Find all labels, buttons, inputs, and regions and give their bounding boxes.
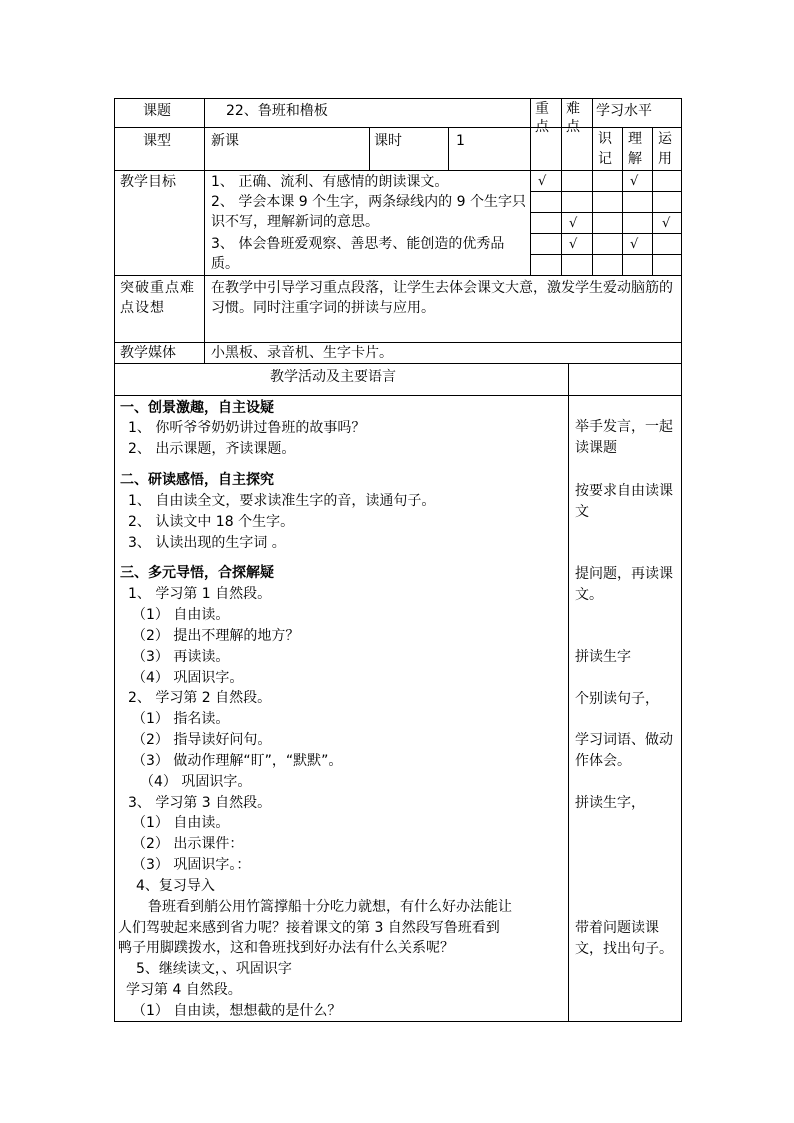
grid-line <box>592 98 593 275</box>
grid-line <box>622 127 623 275</box>
level-col-understand: 理解 <box>628 131 642 167</box>
paragraph-line: 鸭子用脚蹼拨水，这和鲁班找到好办法有什么关系呢？ <box>118 940 454 956</box>
section-heading: 二、研读感悟，自主探究 <box>120 472 274 488</box>
grid-line <box>204 98 205 363</box>
grid-line <box>448 127 449 170</box>
activities-header: 教学活动及主要语言 <box>270 369 396 385</box>
level-col-apply: 运用 <box>658 131 672 167</box>
activity-line: （1） 自由读，想想截的是什么？ <box>132 1003 342 1019</box>
type-label: 课型 <box>143 133 171 149</box>
goal-item-3: 3、 体会鲁班爱观察、善思考、能创造的优秀品质。 <box>211 236 505 272</box>
difficulty-header: 难点 <box>566 101 580 135</box>
grid-line <box>530 254 682 255</box>
type-value: 新课 <box>211 133 239 149</box>
activity-line: （2） 出示课件： <box>132 836 244 852</box>
section-heading: 一、创景激趣，自主设疑 <box>120 400 274 416</box>
activity-line: （2） 指导读好问句。 <box>132 732 272 748</box>
goals-label: 教学目标 <box>120 174 176 190</box>
activity-line: （1） 自由读。 <box>132 607 230 623</box>
grid-line <box>114 170 682 171</box>
activity-line: （4） 巩固识字。 <box>132 670 244 686</box>
activity-line: （4） 巩固识字。 <box>140 774 252 790</box>
activity-line: 4、复习导入 <box>136 878 215 894</box>
check-mark: √ <box>569 237 578 252</box>
level-col-memorize: 识记 <box>598 131 612 167</box>
goal-item-1: 1、 正确、流利、有感情的朗读课文。 <box>211 174 449 190</box>
grid-line <box>530 191 682 192</box>
activity-line: （2） 提出不理解的地方？ <box>132 628 300 644</box>
activity-line: 学习第 4 自然段。 <box>126 982 242 998</box>
activity-line: （1） 指名读。 <box>132 711 230 727</box>
activity-line: 2、 学习第 2 自然段。 <box>128 690 272 706</box>
check-mark: √ <box>630 174 639 189</box>
activity-line: （1） 自由读。 <box>132 815 230 831</box>
paragraph-line: 人们驾驶起来感到省力呢？接着课文的第 3 自然段写鲁班看到 <box>118 920 500 936</box>
activity-line: 2、 出示课题，齐读课题。 <box>128 441 296 457</box>
breakthrough-text: 在教学中引导学习重点段落，让学生去体会课文大意，激发学生爱动脑筋的习惯。同时注重字词的拼读与应用。 <box>211 280 673 316</box>
student-activity-note: 按要求自由读课文 <box>575 483 673 520</box>
student-activity-note: 拼读生字 <box>575 649 631 665</box>
grid-line <box>114 395 682 396</box>
paragraph-line: 鲁班看到艄公用竹篙撑船十分吃力就想，有什么好办法能让 <box>148 899 512 915</box>
grid-line <box>652 127 653 275</box>
check-mark: √ <box>538 174 547 189</box>
grid-line <box>530 98 531 275</box>
topic-value: 22、鲁班和橹板 <box>226 103 328 119</box>
grid-line <box>114 98 682 99</box>
activity-line: 5、继续读文，、巩固识字 <box>136 961 292 977</box>
key-point-header: 重点 <box>535 101 549 135</box>
grid-line <box>114 342 682 343</box>
student-activity-note: 拼读生字， <box>575 795 645 811</box>
check-mark: √ <box>630 237 639 252</box>
grid-line <box>114 275 682 276</box>
student-activity-note: 举手发言，一起读课题 <box>575 419 673 456</box>
grid-line <box>568 363 569 1022</box>
grid-line <box>114 127 592 128</box>
topic-label: 课题 <box>143 103 171 119</box>
grid-line <box>114 98 115 1022</box>
grid-line <box>369 127 370 170</box>
grid-line <box>114 363 682 364</box>
grid-line <box>530 233 682 234</box>
media-text: 小黑板、录音机、生字卡片。 <box>211 345 393 361</box>
check-mark: √ <box>569 216 578 231</box>
activity-line: 1、 学习第 1 自然段。 <box>128 586 272 602</box>
activity-line: （3） 再读读。 <box>132 649 230 665</box>
grid-line <box>592 127 682 128</box>
goal-item-2: 2、 学会本课 9 个生字，两条绿线内的 9 个生字只识不写，理解新词的意思。 <box>211 194 526 230</box>
breakthrough-label: 突破重点难点设想 <box>120 280 195 316</box>
grid-line <box>114 1021 682 1022</box>
activity-line: （3） 做动作理解“盯”，“默默”。 <box>132 753 343 769</box>
student-activity-note: 提问题，再读课文。 <box>575 566 673 603</box>
student-activity-note: 学习词语、做动作体会。 <box>575 732 673 769</box>
activity-line: 2、 认读文中 18 个生字。 <box>128 514 295 530</box>
activity-line: （3） 巩固识字。： <box>132 857 251 873</box>
hours-value: 1 <box>456 133 465 149</box>
student-activity-note: 个别读句子， <box>575 691 659 707</box>
activity-line: 3、 学习第 3 自然段。 <box>128 795 272 811</box>
grid-line <box>561 98 562 275</box>
hours-label: 课时 <box>374 133 402 149</box>
activity-line: 1、 自由读全文，要求读准生字的音，读通句子。 <box>128 493 436 509</box>
grid-line <box>681 98 682 1022</box>
student-activity-note: 带着问题读课文，找出句子。 <box>575 920 673 957</box>
media-label: 教学媒体 <box>120 345 176 361</box>
check-mark: √ <box>662 216 671 231</box>
section-heading: 三、多元导悟，合探解疑 <box>120 565 274 581</box>
grid-line <box>530 212 682 213</box>
learning-level-header: 学习水平 <box>596 103 652 119</box>
activity-line: 3、 认读出现的生字词 。 <box>128 535 286 551</box>
activity-line: 1、 你听爷爷奶奶讲过鲁班的故事吗？ <box>128 420 366 436</box>
